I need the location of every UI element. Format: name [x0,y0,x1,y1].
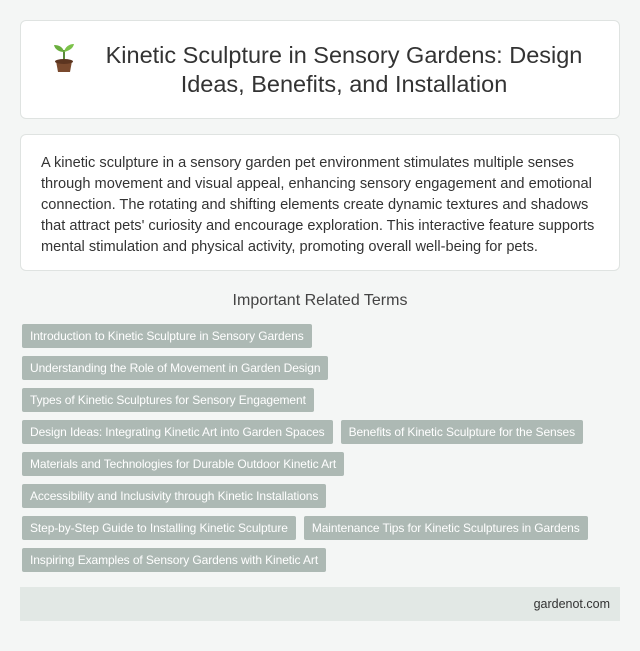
related-tags [22,324,622,580]
tag-row [22,516,622,548]
summary-text: A kinetic sculpture in a sensory garden pet environment stimulates multiple senses through movement and visual appeal, enhancing sensory engagement and emotional connection. The rotating and shifting elements create dynamic textures and shadows that attract pets' curiosity and encourage exploration. This interactive feature supports mental stimulation and physical activity, promoting overall well-being for pets. [41,155,595,255]
tag-row [22,324,622,356]
tag-link[interactable]: Introduction to Kinetic Sculpture in Sensory Gardens [22,324,312,348]
page-title: Kinetic Sculpture in Sensory Gardens: Design Ideas, Benefits, and Installation [105,41,583,97]
tag-link[interactable]: Accessibility and Inclusivity through Kinetic Installations [22,484,326,508]
tag-row [22,548,622,580]
tag-link[interactable]: Inspiring Examples of Sensory Gardens with Kinetic Art [22,548,326,572]
tag-row [22,452,622,484]
tag-link[interactable]: Types of Kinetic Sculptures for Sensory Engagement [22,388,314,412]
related-terms-heading: Important Related Terms [232,292,408,309]
footer [20,587,620,621]
tag-link[interactable]: Understanding the Role of Movement in Garden Design [22,356,328,380]
footer-domain[interactable]: gardenot.com [533,597,610,611]
tag-row [22,388,622,420]
tag-link[interactable]: Materials and Technologies for Durable Outdoor Kinetic Art [22,452,344,476]
sprout-icon [51,43,77,73]
summary-card [20,134,620,271]
tag-link[interactable]: Maintenance Tips for Kinetic Sculptures in Gardens [304,516,588,540]
tag-link[interactable]: Step-by-Step Guide to Installing Kinetic Sculpture [22,516,296,540]
title-card [20,20,620,119]
tag-row [22,420,622,452]
tag-row [22,484,622,516]
tag-link[interactable]: Design Ideas: Integrating Kinetic Art into Garden Spaces [22,420,333,444]
tag-row [22,356,622,388]
tag-link[interactable]: Benefits of Kinetic Sculpture for the Senses [341,420,583,444]
title-inner [51,41,589,99]
